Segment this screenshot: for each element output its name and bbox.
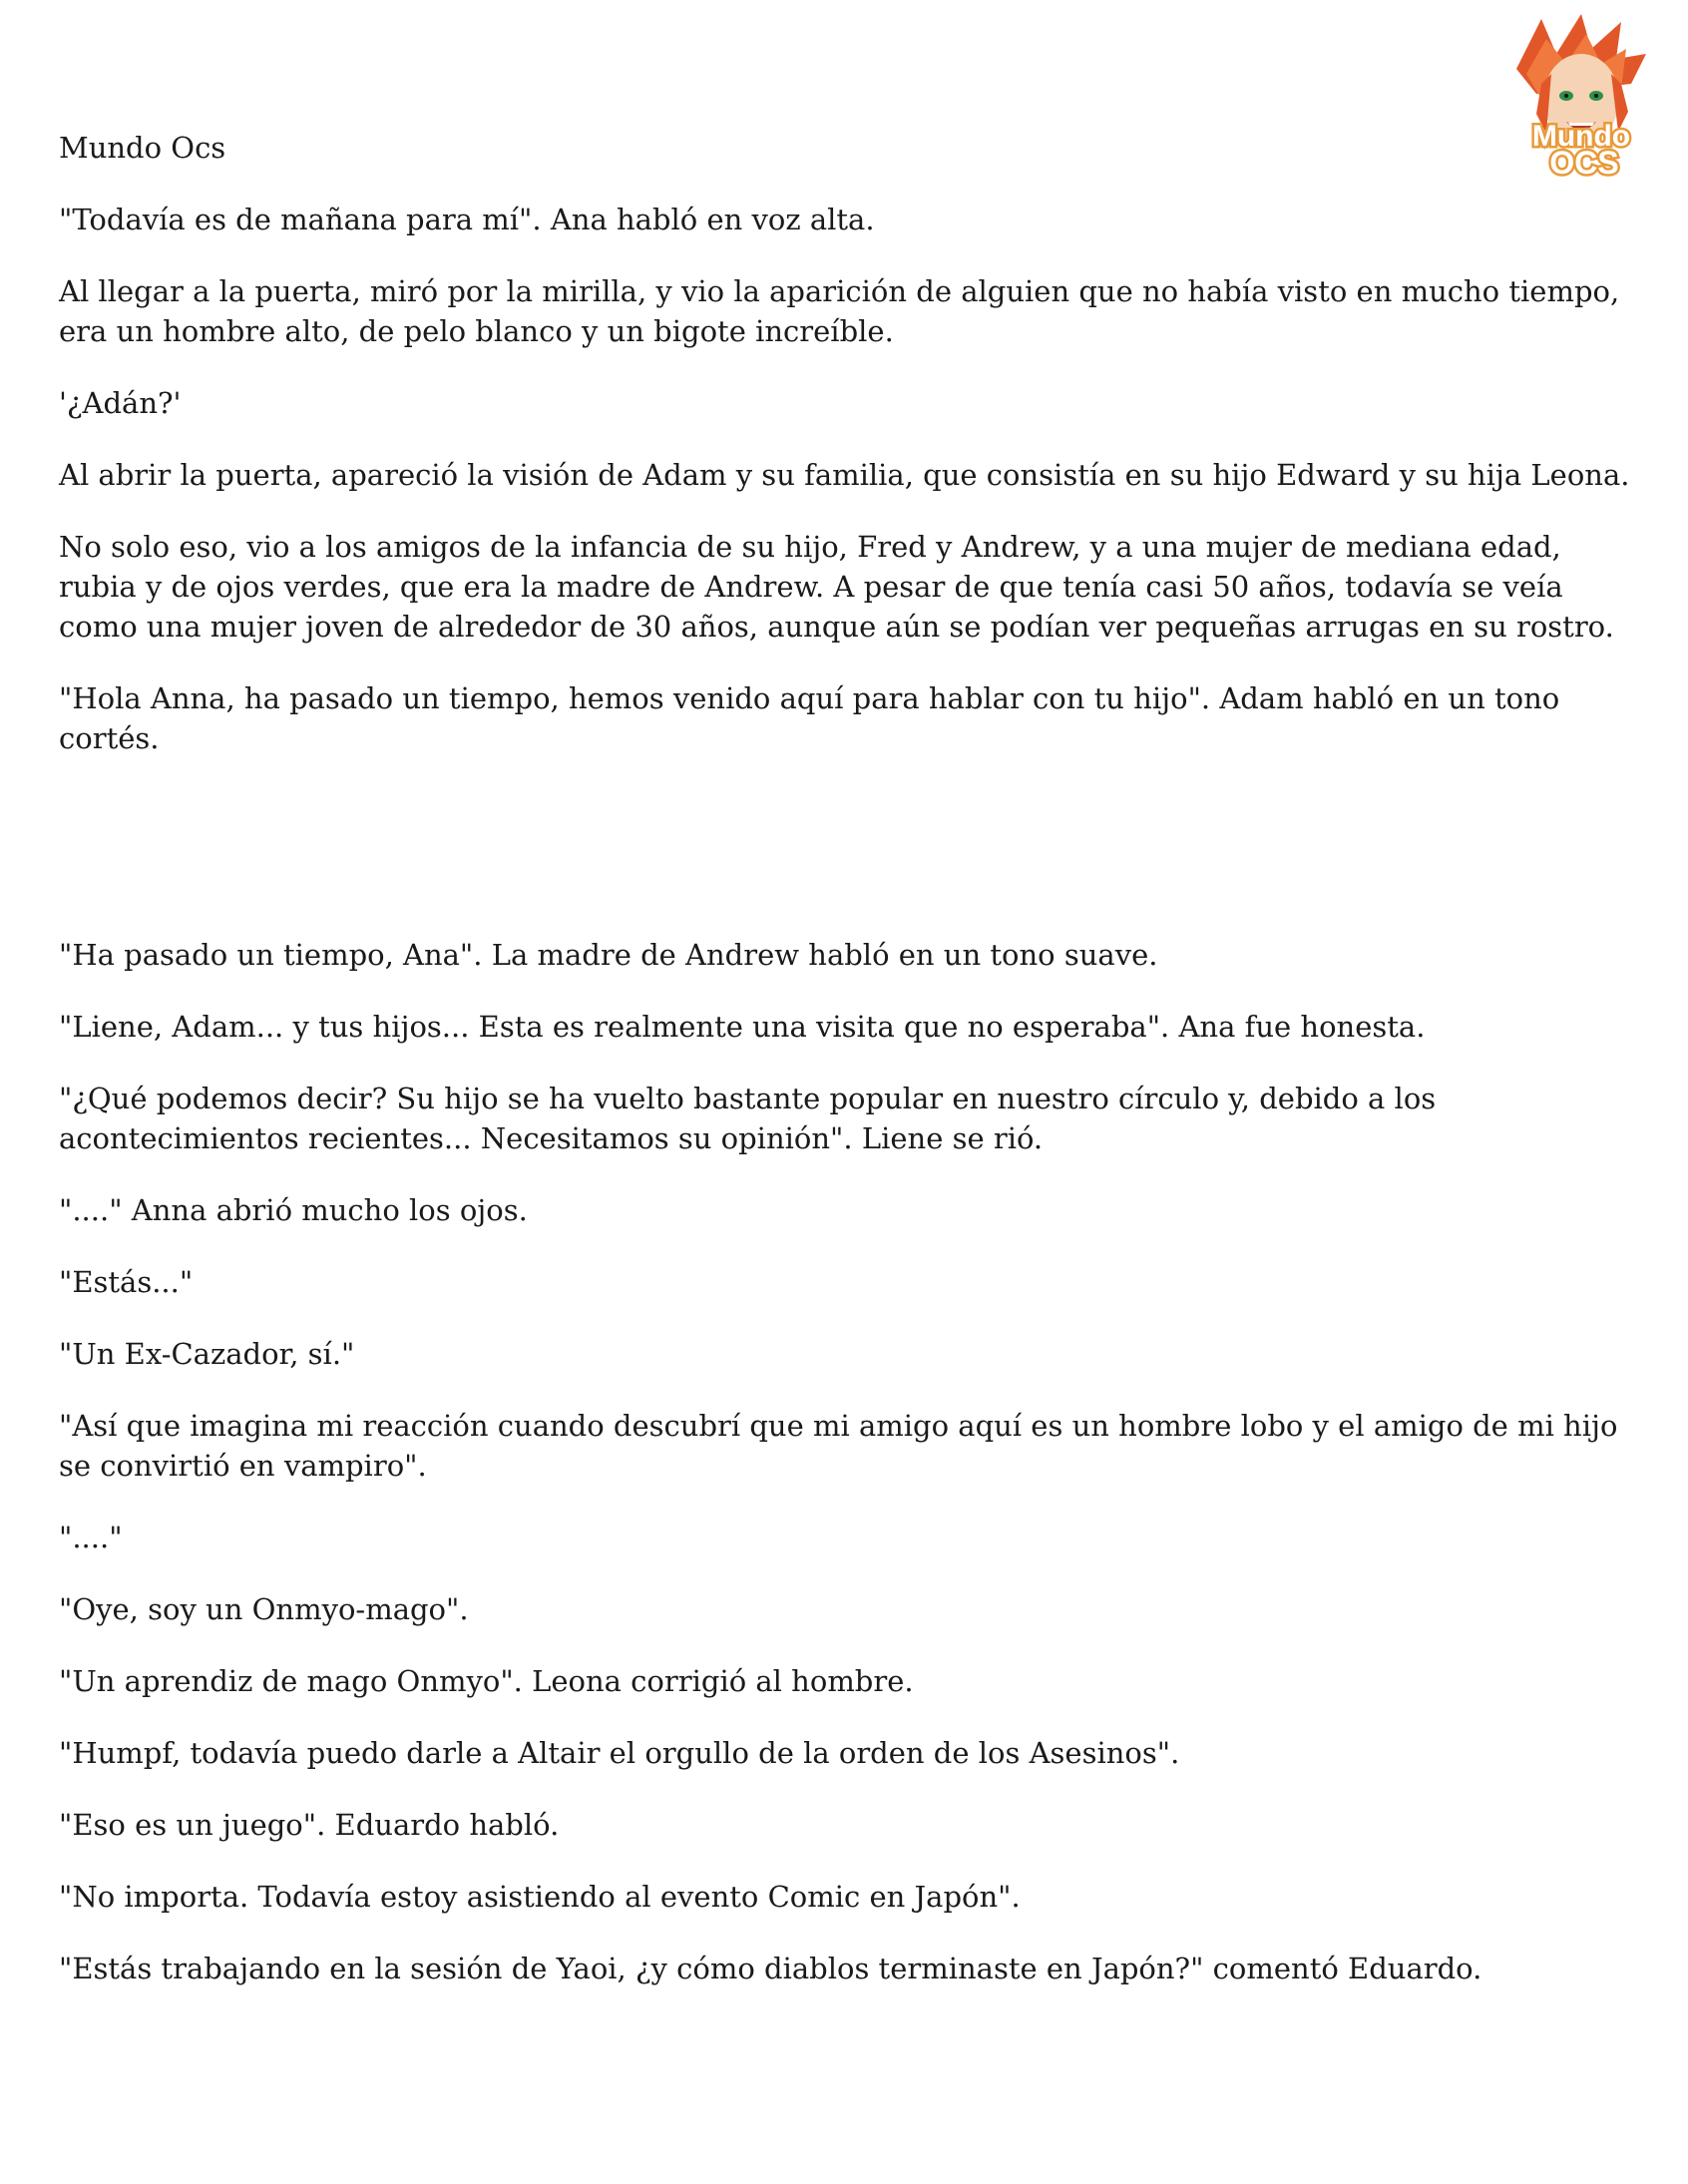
paragraph: "...." bbox=[59, 1521, 123, 1554]
paragraph: "Estás trabajando en la sesión de Yaoi, ¿y cómo diablos terminaste en Japón?" comentó Eduardo. bbox=[59, 1952, 1482, 1985]
paragraph: "Hola Anna, ha pasado un tiempo, hemos venido aquí para hablar con tu hijo". Adam habló en un tono cortés. bbox=[59, 681, 1560, 755]
document-body bbox=[59, 128, 1645, 2020]
paragraph: "Un aprendiz de mago Onmyo". Leona corrigió al hombre. bbox=[59, 1664, 914, 1698]
svg-text:OCS: OCS bbox=[1549, 145, 1619, 181]
paragraph: '¿Adán?' bbox=[59, 386, 182, 420]
svg-text:Mundo: Mundo bbox=[1531, 120, 1631, 153]
paragraph: "Un Ex-Cazador, sí." bbox=[59, 1337, 355, 1371]
paragraph: "Humpf, todavía puedo darle a Altair el orgullo de la orden de los Asesinos". bbox=[59, 1736, 1180, 1770]
paragraph: "Todavía es de mañana para mí". Ana habló en voz alta. bbox=[59, 203, 875, 236]
paragraph: "Así que imagina mi reacción cuando descubrí que mi amigo aquí es un hombre lobo y el amigo de mi hijo se convirtió en vampiro". bbox=[59, 1409, 1618, 1483]
paragraph: "Eso es un juego". Eduardo habló. bbox=[59, 1808, 560, 1842]
paragraph: No solo eso, vio a los amigos de la infancia de su hijo, Fred y Andrew, y a una mujer de mediana edad, rubia y de ojos verdes, que era la madre de Andrew. A pesar de que tenía casi 50 años, todavía se veía como una mujer joven de alrededor de 30 años, aunque aún se podían ver pequeñas arrugas en su rostro. bbox=[59, 530, 1614, 644]
site-name-header: Mundo Ocs bbox=[59, 131, 226, 165]
paragraph: "No importa. Todavía estoy asistiendo al evento Comic en Japón". bbox=[59, 1880, 1021, 1914]
paragraph: Al abrir la puerta, apareció la visión de Adam y su familia, que consistía en su hijo Edward y su hija Leona. bbox=[59, 458, 1630, 492]
paragraph: Al llegar a la puerta, miró por la mirilla, y vio la aparición de alguien que no había visto en mucho tiempo, era un hombre alto, de pelo blanco y un bigote increíble. bbox=[59, 274, 1620, 348]
paragraph: "Oye, soy un Onmyo-mago". bbox=[59, 1592, 469, 1626]
paragraph: "¿Qué podemos decir? Su hijo se ha vuelto bastante popular en nuestro círculo y, debido a los acontecimientos recientes... Necesitamos su opinión". Liene se rió. bbox=[59, 1082, 1437, 1155]
paragraph: "Liene, Adam... y tus hijos... Esta es realmente una visita que no esperaba". Ana fue honesta. bbox=[59, 1010, 1426, 1044]
section-gap bbox=[59, 790, 1645, 935]
paragraph: "...." Anna abrió mucho los ojos. bbox=[59, 1193, 528, 1227]
paragraph: "Ha pasado un tiempo, Ana". La madre de Andrew habló en un tono suave. bbox=[59, 938, 1158, 972]
paragraph: "Estás..." bbox=[59, 1265, 194, 1299]
